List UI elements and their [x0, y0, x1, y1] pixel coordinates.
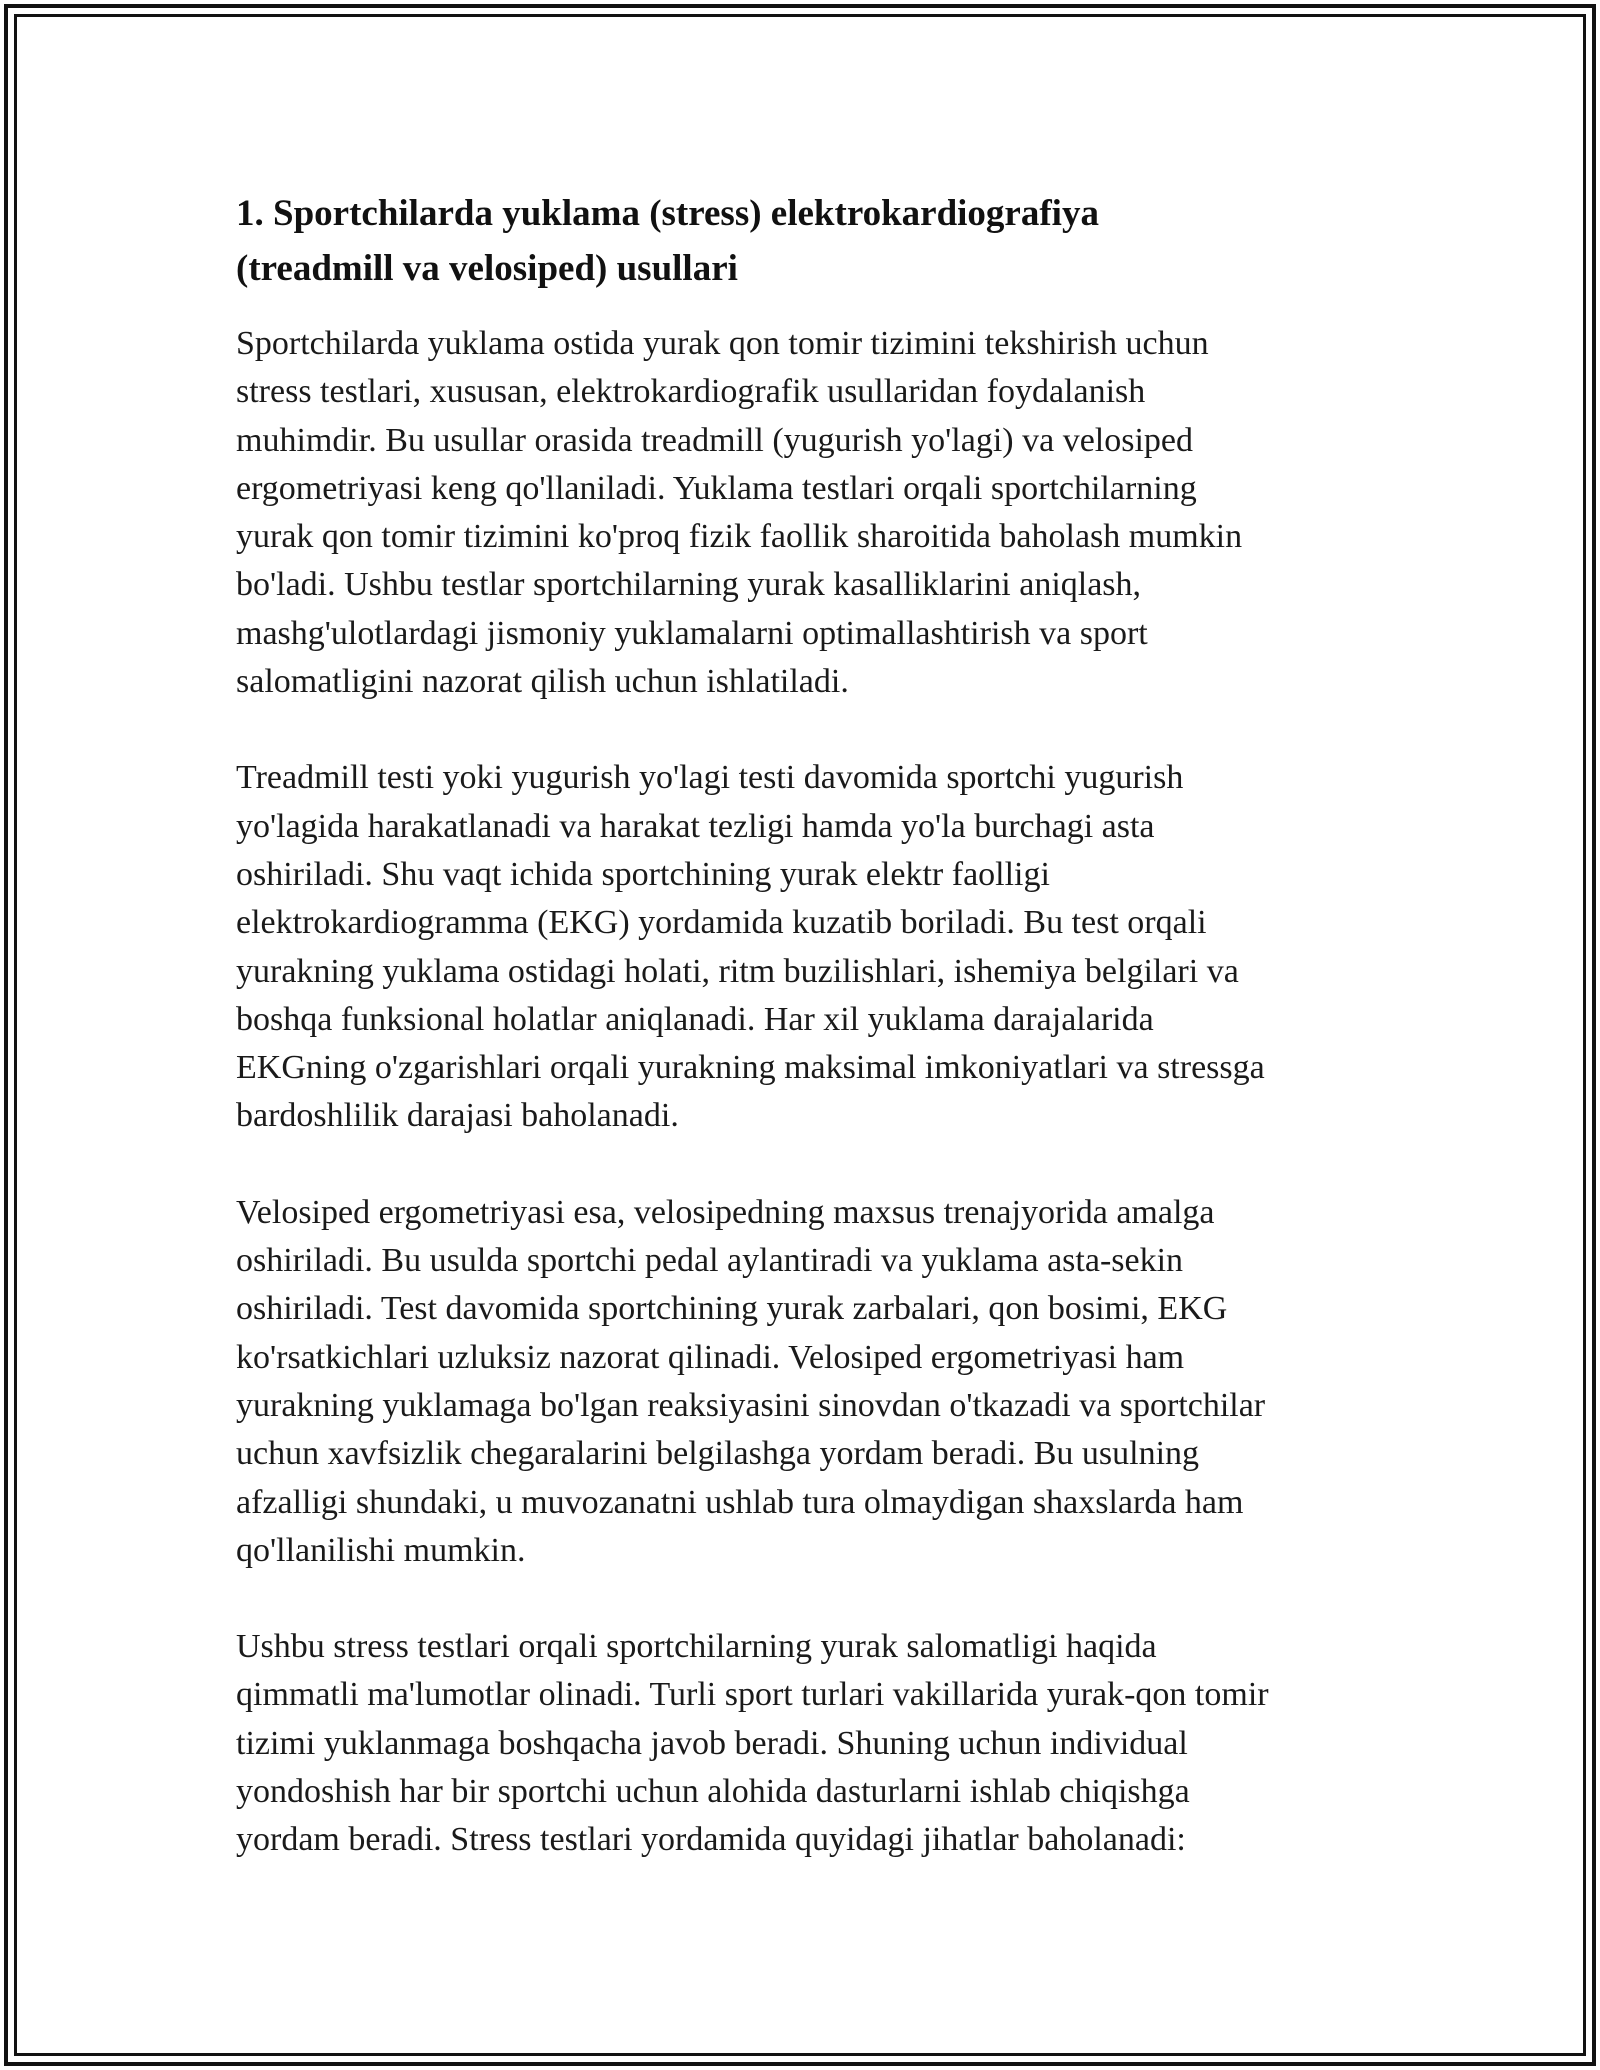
text-line: oshiriladi. Bu usulda sportchi pedal aylantiradi va yuklama asta-sekin: [236, 1242, 1184, 1280]
text-line: yordam beradi. Stress testlari yordamida quyidagi jihatlar baholanadi:: [236, 1821, 1186, 1859]
text-line: qo'llanilishi mumkin.: [236, 1531, 526, 1569]
text-line: oshiriladi. Test davomida sportchining yurak zarbalari, qon bosimi, EKG: [236, 1290, 1228, 1328]
text-line: yondoshish har bir sportchi uchun alohida dasturlarni ishlab chiqishga: [236, 1773, 1190, 1811]
text-line: yurak qon tomir tizimini ko'proq fizik faollik sharoitida baholash mumkin: [236, 518, 1243, 556]
text-line: bo'ladi. Ushbu testlar sportchilarning yurak kasalliklarini aniqlash,: [236, 566, 1142, 604]
title-line: 1. Sportchilarda yuklama (stress) elektrokardiografiya: [236, 193, 1099, 234]
text-line: Ushbu stress testlari orqali sportchilarning yurak salomatligi haqida: [236, 1628, 1157, 1666]
paragraph-velosiped: [236, 1189, 1366, 1575]
text-line: bardoshlilik darajasi baholanadi.: [236, 1097, 679, 1135]
paragraph-treadmill: [236, 754, 1366, 1140]
text-line: ko'rsatkichlari uzluksiz nazorat qilinadi. Velosiped ergometriyasi ham: [236, 1338, 1185, 1376]
text-line: uchun xavfsizlik chegaralarini belgilashga yordam beradi. Bu usulning: [236, 1435, 1200, 1473]
section-title: [236, 186, 1366, 296]
text-line: mashg'ulotlardagi jismoniy yuklamalarni optimallashtirish va sport: [236, 614, 1148, 652]
text-line: oshiriladi. Shu vaqt ichida sportchining yurak elektr faolligi: [236, 855, 1050, 893]
text-line: afzalligi shundaki, u muvozanatni ushlab tura olmaydigan shaxslarda ham: [236, 1483, 1244, 1521]
paragraph-intro: [236, 320, 1366, 706]
text-line: ergometriyasi keng qo'llaniladi. Yuklama testlari orqali sportchilarning: [236, 469, 1197, 507]
text-line: yo'lagida harakatlanadi va harakat tezligi hamda yo'la burchagi asta: [236, 807, 1155, 845]
text-line: elektrokardiogramma (EKG) yordamida kuzatib boriladi. Bu test orqali: [236, 904, 1207, 942]
document-body: [236, 186, 1366, 1913]
text-line: yurakning yuklama ostidagi holati, ritm buzilishlari, ishemiya belgilari va: [236, 952, 1239, 990]
text-line: EKGning o'zgarishlari orqali yurakning maksimal imkoniyatlari va stressga: [236, 1049, 1265, 1087]
text-line: boshqa funksional holatlar aniqlanadi. Har xil yuklama darajalarida: [236, 1000, 1154, 1038]
text-line: qimmatli ma'lumotlar olinadi. Turli sport turlari vakillarida yurak-qon tomir: [236, 1676, 1269, 1714]
title-line: (treadmill va velosiped) usullari: [236, 248, 738, 289]
text-line: yurakning yuklamaga bo'lgan reaksiyasini sinovdan o'tkazadi va sportchilar: [236, 1386, 1266, 1424]
text-line: Sportchilarda yuklama ostida yurak qon tomir tizimini tekshirish uchun: [236, 325, 1209, 362]
text-line: tizimi yuklanmaga boshqacha javob beradi. Shuning uchun individual: [236, 1724, 1188, 1762]
text-line: salomatligini nazorat qilish uchun ishlatiladi.: [236, 663, 849, 701]
text-line: Treadmill testi yoki yugurish yo'lagi testi davomida sportchi yugurish: [236, 759, 1184, 797]
paragraph-conclusion: [236, 1623, 1366, 1864]
text-line: Velosiped ergometriyasi esa, velosipedning maxsus trenajyorida amalga: [236, 1193, 1215, 1231]
text-line: muhimdir. Bu usullar orasida treadmill (yugurish yo'lagi) va velosiped: [236, 421, 1194, 459]
text-line: stress testlari, xususan, elektrokardiografik usullaridan foydalanish: [236, 373, 1146, 411]
